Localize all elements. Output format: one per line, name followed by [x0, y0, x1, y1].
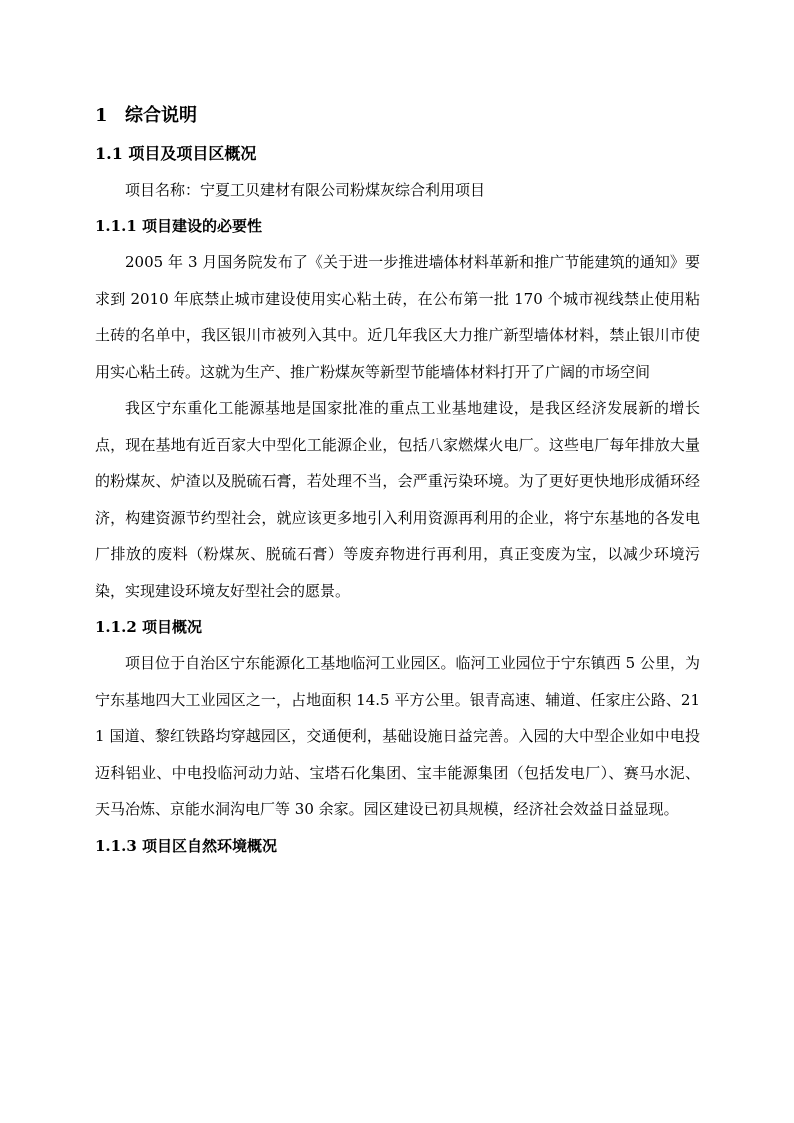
- section-heading-1-1: 1.1 项目及项目区概况: [95, 144, 257, 163]
- subsection-heading-1-1-1: 1.1.1 项目建设的必要性: [95, 217, 262, 235]
- subsection-heading-1-1-3: 1.1.3 项目区自然环境概况: [95, 836, 277, 855]
- paragraph-necessity-2: 我区宁东重化工能源基地是国家批准的重点工业基地建设，是我区经济发展新的增长点，现在基地有近百家大中型化工能源企业，包括八家燃煤火电厂。这些电厂每年排放大量的粉煤灰、炉渣以及脱硫石膏，若处理不当，会严重污染环境。为了更好更快地形成循环经济，构建资源节约型社会，就应该更多地引入利用资源再利用的企业，将宁东基地的各发电厂排放的废料（粉煤灰、脱硫石膏）等废弃物进行再利用，真正变废为宝，以减少环境污染，实现建设环境友好型社会的愿景。: [95, 399, 700, 600]
- project-name-line: 项目名称：宁夏工贝建材有限公司粉煤灰综合利用项目: [125, 181, 486, 199]
- subsection-heading-1-1-2: 1.1.2 项目概况: [95, 618, 202, 636]
- document-body: [95, 100, 700, 864]
- chapter-number: 1: [95, 105, 108, 126]
- paragraph-necessity-1: 2005 年 3 月国务院发布了《关于进一步推进墙体材料革新和推广节能建筑的通知》要求到 2010 年底禁止城市建设使用实心粘土砖，在公布第一批 170 个城市视线禁止使用粘土砖的名单中，我区银川市被列入其中。近几年我区大力推广新型墙体材料，禁止银川市使用实心粘土砖。这就为生产、推广粉煤灰等新型节能墙体材料打开了广阔的市场空间: [95, 253, 700, 381]
- chapter-title: 综合说明: [125, 105, 197, 126]
- paragraph-project-overview: 项目位于自治区宁东能源化工基地临河工业园区。临河工业园位于宁东镇西 5 公里，为宁东基地四大工业园区之一，占地面积 14.5 平方公里。银青高速、辅道、任家庄公路、211 国道、黎红铁路均穿越园区，交通便利，基础设施日益完善。入园的大中型企业如中电投迈科铝业、中电投临河动力站、宝塔石化集团、宝丰能源集团（包括发电厂）、赛马水泥、天马冶炼、京能水洞沟电厂等 30 余家。园区建设已初具规模，经济社会效益日益显现。: [95, 654, 700, 818]
- chapter-heading: [95, 100, 700, 132]
